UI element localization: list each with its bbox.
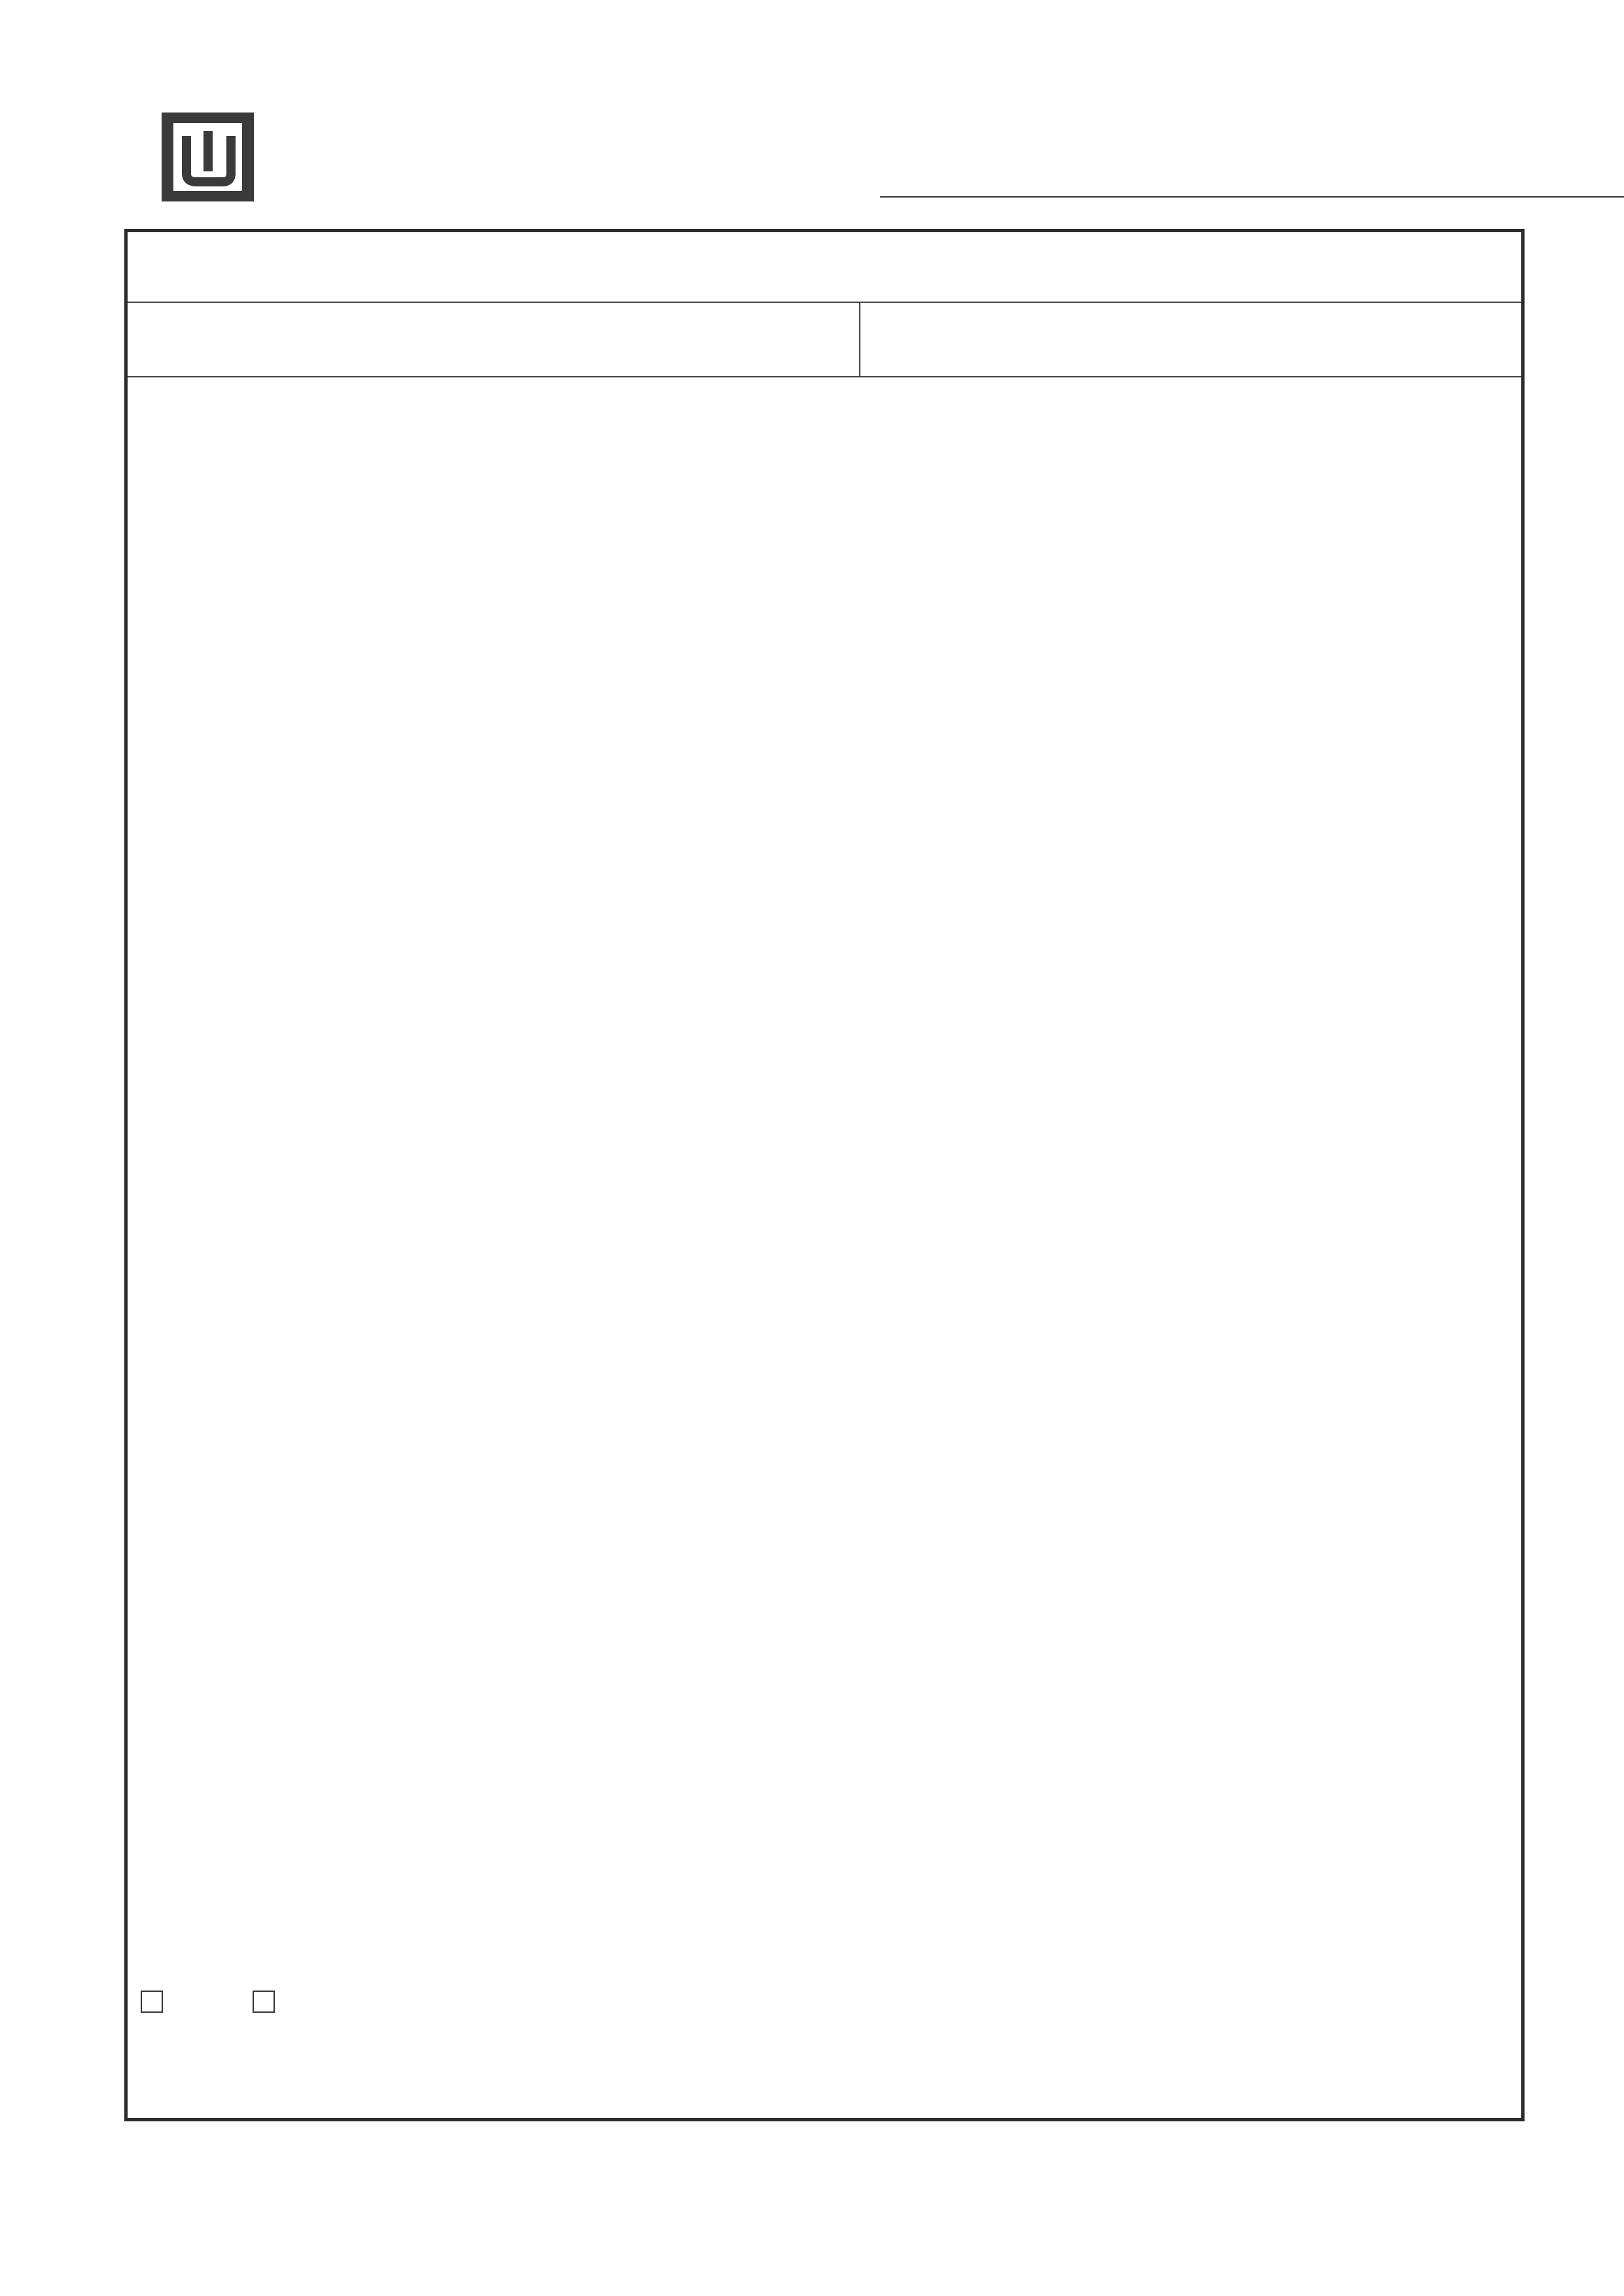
column-header-right [860, 303, 1521, 376]
column-header-row [128, 303, 1521, 377]
qualification-row [128, 1968, 1521, 2121]
existing-qualification-checkbox[interactable] [253, 1991, 275, 2013]
existing-qualification-option[interactable] [253, 1987, 277, 2017]
no-qualification-option[interactable] [141, 1987, 166, 2017]
no-qualification-checkbox[interactable] [141, 1991, 163, 2013]
document-header [160, 111, 1502, 203]
column-header-left [128, 303, 860, 376]
form-title [128, 232, 1521, 303]
isc-logo-icon [160, 111, 255, 203]
confirmation-form [124, 229, 1525, 2121]
header-rule [880, 196, 1624, 198]
qualification-label [128, 1968, 1521, 1974]
